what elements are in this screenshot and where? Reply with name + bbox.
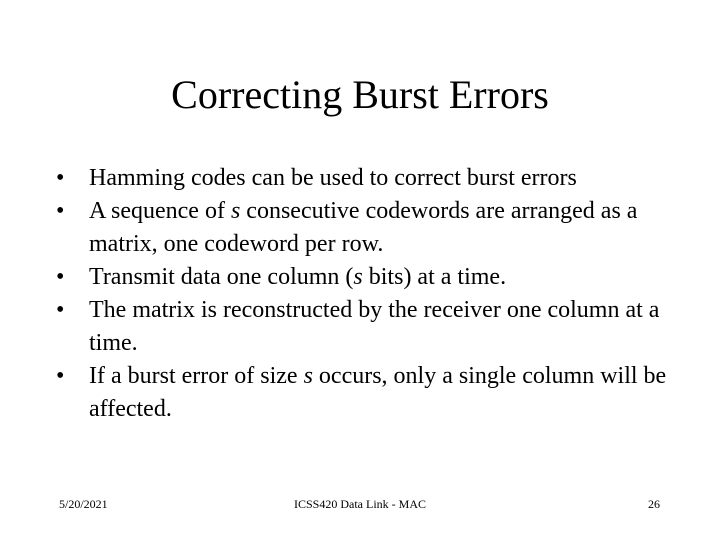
bullet-marker: • bbox=[56, 297, 65, 323]
bullet-text-part: consecutive codewords are arranged as a matrix, one codeword per row. bbox=[89, 198, 638, 257]
bullet-text bbox=[89, 264, 506, 290]
bullet-item bbox=[56, 162, 676, 195]
bullet-marker: • bbox=[56, 198, 65, 224]
bullet-text-part: occurs, only a single column will be affected. bbox=[89, 363, 667, 422]
footer-page-number: 26 bbox=[648, 497, 660, 511]
bullet-marker: • bbox=[56, 264, 65, 290]
bullet-marker: • bbox=[56, 165, 65, 191]
slide-title: Correcting Burst Errors bbox=[171, 72, 549, 117]
bullet-item bbox=[56, 195, 676, 261]
bullet-text-part: Hamming codes can be used to correct burst errors bbox=[89, 165, 577, 191]
bullet-text-part: Transmit data one column ( bbox=[89, 264, 354, 290]
bullet-item bbox=[56, 360, 676, 426]
bullet-text-part: A sequence of bbox=[89, 198, 231, 224]
variable-s: s bbox=[303, 363, 313, 389]
bullet-text-part: If a burst error of size bbox=[89, 363, 304, 389]
footer-date: 5/20/2021 bbox=[59, 497, 108, 511]
variable-s: s bbox=[353, 264, 363, 290]
bullet-text bbox=[89, 165, 577, 191]
bullet-text-part: bits) at a time. bbox=[362, 264, 507, 290]
bullet-item bbox=[56, 294, 676, 360]
bullet-marker: • bbox=[56, 363, 65, 389]
bullet-text bbox=[89, 363, 666, 422]
footer-course: ICSS420 Data Link - MAC bbox=[294, 497, 426, 511]
bullet-text bbox=[89, 198, 637, 257]
bullet-text-part: The matrix is reconstructed by the receiver one column at a time. bbox=[89, 297, 660, 356]
variable-s: s bbox=[230, 198, 241, 224]
bullet-list bbox=[56, 162, 676, 426]
bullet-item bbox=[56, 261, 676, 294]
bullet-text bbox=[89, 297, 659, 356]
